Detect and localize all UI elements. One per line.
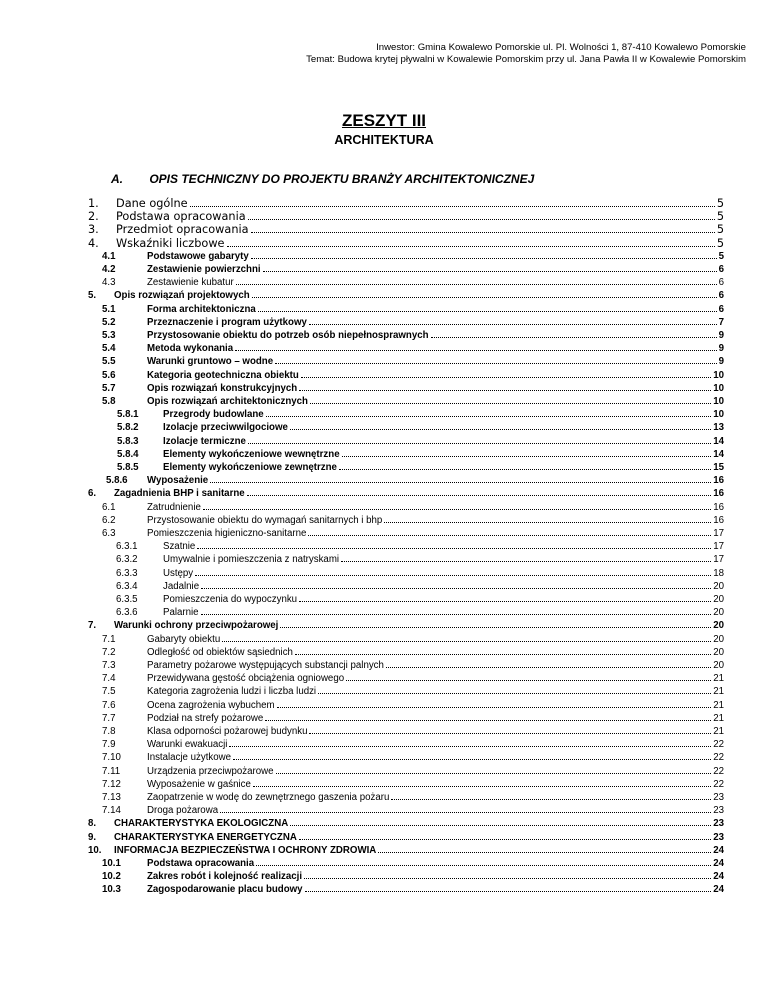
toc-entry-number: 7.13 bbox=[102, 792, 121, 803]
toc-entry[interactable] bbox=[88, 620, 724, 632]
toc-entry[interactable] bbox=[102, 871, 724, 883]
toc-entry-number: 6. bbox=[88, 488, 97, 500]
toc-entry-number: 3. bbox=[88, 223, 99, 237]
dot-leader bbox=[263, 271, 717, 272]
toc-entry-label: Przegrody budowlane bbox=[163, 409, 264, 421]
dot-leader bbox=[391, 799, 711, 800]
dot-leader bbox=[339, 469, 711, 470]
toc-entry[interactable] bbox=[102, 382, 724, 394]
toc-entry[interactable] bbox=[116, 567, 724, 579]
toc-entry-label: Droga pożarowa bbox=[147, 805, 219, 817]
title-block bbox=[0, 111, 768, 148]
toc-entry-label: CHARAKTERYSTYKA ENERGETYCZNA bbox=[114, 831, 297, 843]
dot-leader bbox=[252, 297, 717, 298]
toc-entry-number: 5.8.3 bbox=[117, 435, 139, 447]
dot-leader bbox=[210, 482, 711, 483]
dot-leader bbox=[341, 561, 711, 562]
volume-title: ZESZYT III bbox=[341, 111, 427, 130]
toc-entry-label: Zagospodarowanie placu budowy bbox=[147, 884, 303, 896]
toc-entry[interactable] bbox=[102, 765, 724, 777]
toc-entry[interactable] bbox=[102, 250, 724, 262]
toc-entry-page: 14 bbox=[713, 448, 724, 460]
toc-entry[interactable] bbox=[88, 197, 724, 210]
dot-leader bbox=[342, 456, 712, 457]
toc-entry[interactable] bbox=[102, 396, 724, 407]
toc-entry-number: 8. bbox=[88, 818, 97, 830]
toc-entry-label: Wyposażenie w gaśnice bbox=[147, 778, 251, 790]
toc-entry[interactable] bbox=[88, 831, 724, 843]
dot-leader bbox=[299, 601, 711, 602]
toc-entry-page: 10 bbox=[713, 382, 724, 394]
toc-entry-label: Podstawa opracowania bbox=[147, 858, 255, 869]
toc-entry-page: 14 bbox=[713, 435, 724, 447]
toc-entry-page: 17 bbox=[713, 541, 724, 553]
toc-entry-page: 6 bbox=[718, 264, 724, 275]
toc-entry-page: 21 bbox=[713, 699, 724, 711]
dot-leader bbox=[227, 246, 715, 247]
dot-leader bbox=[275, 363, 716, 364]
toc-entry-label: Przedmiot opracowania bbox=[116, 223, 249, 237]
toc-entry-number: 5.8.4 bbox=[117, 448, 139, 460]
dot-leader bbox=[309, 324, 717, 325]
dot-leader bbox=[222, 641, 711, 642]
dot-leader bbox=[247, 495, 712, 496]
toc-entry-number: 6.3.5 bbox=[116, 594, 138, 605]
toc-entry-number: 5.4 bbox=[102, 343, 116, 355]
toc-entry-number: 6.3.1 bbox=[116, 541, 138, 553]
toc-entry-label: Warunki gruntowo – wodne bbox=[147, 356, 274, 368]
toc-entry-label: Izolacje termiczne bbox=[163, 435, 246, 447]
toc-entry-number: 5.8.1 bbox=[117, 409, 139, 421]
dot-leader bbox=[384, 522, 711, 523]
toc-entry-label: Przewidywana gęstość obciążenia ogniowego bbox=[147, 673, 345, 685]
toc-entry-page: 10 bbox=[713, 409, 724, 421]
toc-entry[interactable] bbox=[117, 435, 724, 447]
toc-entry-page: 21 bbox=[713, 686, 724, 698]
toc-entry-page: 17 bbox=[713, 554, 724, 566]
toc-entry-page: 20 bbox=[713, 607, 724, 619]
toc-entry-number: 6.3.4 bbox=[116, 580, 138, 592]
toc-entry-page: 21 bbox=[713, 712, 724, 724]
toc-entry-page: 22 bbox=[713, 778, 724, 790]
dot-leader bbox=[248, 443, 711, 444]
toc-entry-label: Opis rozwiązań konstrukcyjnych bbox=[147, 382, 298, 394]
toc-entry-number: 7.6 bbox=[102, 699, 116, 711]
toc-entry-label: Kategoria zagrożenia ludzi i liczba ludzi bbox=[147, 686, 317, 698]
toc-entry-page: 5 bbox=[716, 197, 724, 210]
dot-leader bbox=[233, 759, 711, 760]
toc-entry[interactable] bbox=[102, 752, 724, 764]
toc-entry[interactable] bbox=[102, 884, 724, 896]
dot-leader bbox=[318, 693, 711, 694]
toc-entry-label: Ocena zagrożenia wybuchem bbox=[147, 699, 275, 711]
toc-entry-page: 9 bbox=[718, 356, 724, 368]
toc-entry-label: Wyposażenie bbox=[147, 475, 209, 487]
toc-entry[interactable] bbox=[102, 316, 724, 328]
toc-entry[interactable] bbox=[102, 303, 724, 315]
toc-entry-number: 5.5 bbox=[102, 356, 116, 368]
dot-leader bbox=[236, 284, 717, 285]
toc-entry[interactable] bbox=[102, 343, 724, 355]
toc-entry-label: Opis rozwiązań projektowych bbox=[114, 290, 250, 302]
dot-leader bbox=[256, 865, 711, 866]
toc-entry[interactable] bbox=[102, 778, 724, 790]
toc-entry-page: 24 bbox=[713, 858, 724, 869]
toc-entry-page: 5 bbox=[716, 236, 724, 250]
dot-leader bbox=[197, 548, 711, 549]
toc-entry-page: 23 bbox=[713, 805, 724, 817]
header-investor: Inwestor: Gmina Kowalewo Pomorskie ul. Pl. Wolności 1, 87-410 Kowalewo Pomorskie bbox=[376, 42, 746, 53]
toc-entry-number: 7.1 bbox=[102, 633, 116, 645]
toc-entry[interactable] bbox=[102, 277, 724, 289]
toc-entry[interactable] bbox=[102, 356, 724, 368]
toc-entry-number: 7.2 bbox=[102, 646, 116, 658]
toc-entry-page: 17 bbox=[713, 528, 724, 539]
toc-entry-number: 10.3 bbox=[102, 884, 121, 896]
toc-entry-page: 18 bbox=[713, 567, 724, 579]
dot-leader bbox=[299, 390, 711, 391]
toc-entry[interactable] bbox=[102, 528, 724, 539]
toc-entry-label: Przystosowanie obiektu do wymagań sanitarnych i bhp bbox=[147, 514, 383, 526]
toc-entry-number: 4.1 bbox=[102, 250, 116, 262]
toc-entry-page: 20 bbox=[713, 660, 724, 671]
toc-entry-page: 13 bbox=[713, 422, 724, 434]
dot-leader bbox=[280, 627, 711, 628]
toc-entry-label: Opis rozwiązań architektonicznych bbox=[147, 396, 308, 407]
toc-entry-number: 1. bbox=[88, 197, 99, 210]
toc-entry[interactable] bbox=[116, 594, 724, 605]
toc-entry-label: Pomieszczenia higieniczno-sanitarne bbox=[147, 528, 307, 539]
toc-entry-label: Metoda wykonania bbox=[147, 343, 234, 355]
page-header bbox=[306, 42, 746, 66]
toc-entry-number: 6.3.6 bbox=[116, 607, 138, 619]
toc-entry-number: 5.7 bbox=[102, 382, 116, 394]
dot-leader bbox=[305, 891, 712, 892]
toc-entry-page: 20 bbox=[713, 594, 724, 605]
toc-entry-number: 10.1 bbox=[102, 858, 121, 869]
dot-leader bbox=[201, 588, 711, 589]
dot-leader bbox=[258, 311, 717, 312]
toc-entry-label: INFORMACJA BEZPIECZEŃSTWA I OCHRONY ZDROWIA bbox=[114, 844, 377, 856]
toc-entry[interactable] bbox=[117, 409, 724, 421]
header-subject: Temat: Budowa krytej pływalni w Kowalewie Pomorskim przy ul. Jana Pawła II w Kowalewie Pomorskim bbox=[306, 54, 746, 65]
toc-entry-label: Pomieszczenia do wypoczynku bbox=[163, 594, 298, 605]
toc-entry-number: 5.2 bbox=[102, 316, 116, 328]
toc-entry-number: 5. bbox=[88, 290, 97, 302]
dot-leader bbox=[195, 575, 711, 576]
toc-entry-number: 5.6 bbox=[102, 369, 116, 381]
toc-entry-number: 5.3 bbox=[102, 330, 116, 341]
toc-entry-number: 5.8.6 bbox=[106, 475, 128, 487]
toc-entry-number: 7. bbox=[88, 620, 97, 632]
toc-entry-page: 9 bbox=[718, 330, 724, 341]
toc-entry-label: Gabaryty obiektu bbox=[147, 633, 221, 645]
toc-entry-number: 7.12 bbox=[102, 778, 121, 790]
toc-entry-number: 7.14 bbox=[102, 805, 121, 817]
volume-subtitle: ARCHITEKTURA bbox=[334, 133, 434, 147]
section-heading bbox=[111, 171, 534, 187]
dot-leader bbox=[310, 403, 711, 404]
toc-entry-label: CHARAKTERYSTYKA EKOLOGICZNA bbox=[114, 818, 289, 830]
toc-entry-label: Szatnie bbox=[163, 541, 196, 553]
toc-entry[interactable] bbox=[117, 448, 724, 460]
toc-entry-page: 22 bbox=[713, 739, 724, 751]
dot-leader bbox=[229, 746, 711, 747]
toc-entry[interactable] bbox=[102, 660, 724, 671]
toc-entry-number: 7.7 bbox=[102, 712, 116, 724]
dot-leader bbox=[203, 509, 711, 510]
dot-leader bbox=[308, 535, 711, 536]
toc-entry-page: 24 bbox=[713, 844, 724, 856]
toc-entry-page: 9 bbox=[718, 343, 724, 355]
toc-entry-page: 16 bbox=[713, 514, 724, 526]
toc-entry-number: 7.11 bbox=[102, 765, 121, 777]
toc-entry-label: Forma architektoniczna bbox=[147, 303, 256, 315]
toc-entry-label: Podstawa opracowania bbox=[116, 210, 246, 224]
toc-entry[interactable] bbox=[88, 818, 724, 830]
toc-entry-label: Zaopatrzenie w wodę do zewnętrznego gaszenia pożaru bbox=[147, 792, 390, 803]
toc-entry-number: 5.8.2 bbox=[117, 422, 139, 434]
toc-entry-number: 4.2 bbox=[102, 264, 116, 275]
dot-leader bbox=[309, 733, 711, 734]
section-title: OPIS TECHNICZNY DO PROJEKTU BRANŻY ARCHITEKTONICZNEJ bbox=[149, 172, 535, 186]
toc-entry[interactable] bbox=[102, 726, 724, 737]
toc-entry-number: 2. bbox=[88, 210, 99, 224]
dot-leader bbox=[201, 614, 712, 615]
toc-entry-label: Warunki ochrony przeciwpożarowej bbox=[114, 620, 279, 632]
toc-entry-number: 5.8.5 bbox=[117, 462, 139, 473]
toc-entry-number: 10. bbox=[88, 844, 102, 856]
toc-entry-page: 6 bbox=[718, 277, 724, 289]
dot-leader bbox=[220, 812, 711, 813]
toc-entry-number: 7.10 bbox=[102, 752, 121, 764]
toc-entry-page: 22 bbox=[713, 752, 724, 764]
toc-entry-label: Ustępy bbox=[163, 567, 194, 579]
toc-entry-label: Odległość od obiektów sąsiednich bbox=[147, 646, 293, 658]
dot-leader bbox=[299, 839, 711, 840]
toc-entry-label: Elementy wykończeniowe wewnętrzne bbox=[163, 448, 340, 460]
toc-entry-label: Wskaźniki liczbowe bbox=[116, 236, 225, 250]
toc-entry-label: Zagadnienia BHP i sanitarne bbox=[114, 488, 245, 500]
toc-entry-page: 10 bbox=[713, 369, 724, 381]
toc-entry[interactable] bbox=[102, 514, 724, 526]
toc-entry[interactable] bbox=[102, 686, 724, 698]
toc-entry-label: Warunki ewakuacji bbox=[147, 739, 228, 751]
toc-entry[interactable] bbox=[88, 844, 724, 856]
toc-entry-number: 7.4 bbox=[102, 673, 116, 685]
toc-entry-page: 23 bbox=[713, 792, 724, 803]
toc-entry-page: 10 bbox=[713, 396, 724, 407]
toc-entry[interactable] bbox=[102, 739, 724, 751]
toc-entry-label: Klasa odporności pożarowej budynku bbox=[147, 726, 308, 737]
toc-entry-page: 15 bbox=[713, 462, 724, 473]
toc-entry-number: 6.3.2 bbox=[116, 554, 138, 566]
toc-entry-page: 24 bbox=[713, 871, 724, 883]
toc-entry-page: 23 bbox=[713, 831, 724, 843]
toc-entry-number: 9. bbox=[88, 831, 97, 843]
toc-entry-number: 7.3 bbox=[102, 660, 116, 671]
toc-entry-page: 5 bbox=[718, 250, 724, 262]
toc-entry[interactable] bbox=[116, 554, 724, 566]
toc-entry-number: 6.3 bbox=[102, 528, 116, 539]
toc-entry[interactable] bbox=[88, 290, 724, 302]
toc-entry-number: 4.3 bbox=[102, 277, 116, 289]
dot-leader bbox=[378, 852, 711, 853]
toc-entry-page: 20 bbox=[713, 633, 724, 645]
toc-entry[interactable] bbox=[102, 330, 724, 341]
toc-entry[interactable] bbox=[88, 223, 724, 237]
toc-entry-label: Parametry pożarowe występujących substancji palnych bbox=[147, 660, 384, 671]
toc-entry[interactable] bbox=[102, 792, 724, 803]
toc-entry-number: 5.1 bbox=[102, 303, 116, 315]
toc-entry-label: Dane ogólne bbox=[116, 197, 188, 210]
toc-entry-page: 20 bbox=[713, 620, 724, 632]
toc-entry-number: 4. bbox=[88, 236, 99, 250]
toc-entry-number: 10.2 bbox=[102, 871, 121, 883]
toc-entry-page: 7 bbox=[718, 316, 724, 328]
toc-entry-label: Elementy wykończeniowe zewnętrzne bbox=[163, 462, 337, 473]
toc-entry[interactable] bbox=[102, 646, 724, 658]
section-letter: A. bbox=[111, 172, 123, 186]
toc-entry-page: 20 bbox=[713, 646, 724, 658]
toc-entry-label: Palarnie bbox=[163, 607, 199, 619]
toc-entry-label: Podział na strefy pożarowe bbox=[147, 712, 264, 724]
toc-entry-label: Podstawowe gabaryty bbox=[147, 250, 249, 262]
toc-entry-number: 7.8 bbox=[102, 726, 116, 737]
toc-entry[interactable] bbox=[102, 699, 724, 711]
toc-entry[interactable] bbox=[88, 236, 724, 250]
dot-leader bbox=[276, 773, 712, 774]
dot-leader bbox=[301, 377, 711, 378]
toc-entry-page: 16 bbox=[713, 501, 724, 513]
dot-leader bbox=[253, 786, 711, 787]
dot-leader bbox=[277, 707, 712, 708]
toc-entry-label: Umywalnie i pomieszczenia z natryskami bbox=[163, 554, 340, 566]
toc-entry-page: 24 bbox=[713, 884, 724, 896]
toc-entry-label: Izolacje przeciwwilgociowe bbox=[163, 422, 288, 434]
toc-entry-label: Zatrudnienie bbox=[147, 501, 201, 513]
toc-entry[interactable] bbox=[102, 712, 724, 724]
dot-leader bbox=[190, 206, 715, 207]
toc-entry-page: 23 bbox=[713, 818, 724, 830]
toc-entry-page: 6 bbox=[718, 290, 724, 302]
toc-entry-number: 6.1 bbox=[102, 501, 116, 513]
toc-entry[interactable] bbox=[117, 462, 724, 473]
dot-leader bbox=[304, 878, 711, 879]
toc-entry-page: 21 bbox=[713, 726, 724, 737]
toc-entry-number: 6.2 bbox=[102, 514, 116, 526]
dot-leader bbox=[295, 654, 711, 655]
toc-entry-page: 16 bbox=[713, 488, 724, 500]
toc-entry-label: Instalacje użytkowe bbox=[147, 752, 231, 764]
toc-entry-page: 21 bbox=[713, 673, 724, 685]
toc-entry-page: 20 bbox=[713, 580, 724, 592]
toc-entry-label: Urządzenia przeciwpożarowe bbox=[147, 765, 274, 777]
toc-entry[interactable] bbox=[116, 607, 724, 619]
toc-entry-page: 5 bbox=[716, 210, 724, 224]
toc-entry-page: 6 bbox=[718, 303, 724, 315]
dot-leader bbox=[251, 258, 717, 259]
toc-entry[interactable] bbox=[116, 580, 724, 592]
toc-entry-label: Przystosowanie obiektu do potrzeb osób niepełnosprawnych bbox=[147, 330, 429, 341]
toc-entry-number: 7.5 bbox=[102, 686, 116, 698]
toc-entry[interactable] bbox=[106, 475, 724, 487]
toc-entry-number: 6.3.3 bbox=[116, 567, 138, 579]
toc-entry[interactable] bbox=[88, 210, 724, 224]
toc-entry-label: Zestawienie powierzchni bbox=[147, 264, 261, 275]
toc-entry-page: 5 bbox=[716, 223, 724, 237]
toc-entry-label: Zakres robót i kolejność realizacji bbox=[147, 871, 303, 883]
toc-entry-page: 16 bbox=[713, 475, 724, 487]
toc-entry[interactable] bbox=[116, 541, 724, 553]
toc-entry[interactable] bbox=[102, 633, 724, 645]
dot-leader bbox=[290, 429, 711, 430]
toc-entry-label: Kategoria geotechniczna obiektu bbox=[147, 369, 299, 381]
toc-entry-page: 22 bbox=[713, 765, 724, 777]
toc-entry[interactable] bbox=[102, 369, 724, 381]
dot-leader bbox=[251, 232, 715, 233]
toc-entry[interactable] bbox=[102, 673, 724, 685]
toc-entry[interactable] bbox=[117, 422, 724, 434]
dot-leader bbox=[235, 350, 716, 351]
toc-entry[interactable] bbox=[102, 264, 724, 275]
dot-leader bbox=[346, 680, 711, 681]
toc-entry-label: Jadalnie bbox=[163, 580, 200, 592]
toc-entry-label: Przeznaczenie i program użytkowy bbox=[147, 316, 307, 328]
toc-entry-number: 5.8 bbox=[102, 396, 116, 407]
toc-entry[interactable] bbox=[88, 488, 724, 500]
dot-leader bbox=[266, 416, 712, 417]
toc-entry[interactable] bbox=[102, 805, 724, 817]
dot-leader bbox=[431, 337, 717, 338]
dot-leader bbox=[265, 720, 711, 721]
dot-leader bbox=[248, 219, 715, 220]
dot-leader bbox=[386, 667, 711, 668]
toc-entry-label: Zestawienie kubatur bbox=[147, 277, 234, 289]
dot-leader bbox=[290, 825, 711, 826]
toc-entry-number: 7.9 bbox=[102, 739, 116, 751]
toc-entry[interactable] bbox=[102, 858, 724, 869]
toc-entry[interactable] bbox=[102, 501, 724, 513]
